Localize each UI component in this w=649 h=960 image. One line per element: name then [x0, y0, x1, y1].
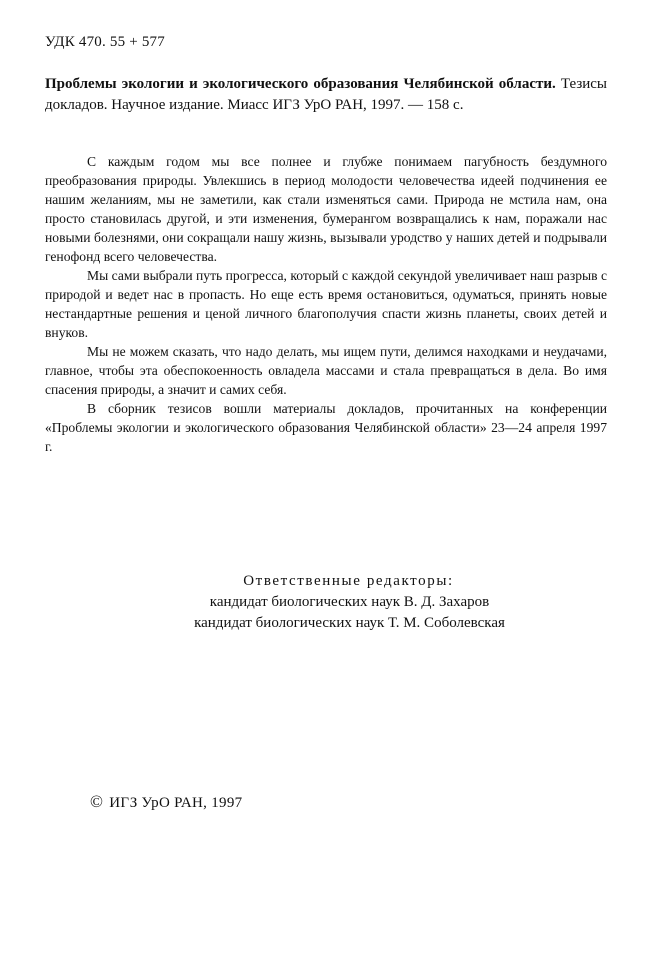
copyright-text: ИГЗ УрО РАН, 1997: [109, 795, 243, 811]
responsible-editors: [0, 571, 649, 634]
abstract-paragraph: В сборник тезисов вошли материалы докладов, прочитанных на конференции «Проблемы экологии и экологического образования Челябинской области» 23—24 апреля 1997 г.: [45, 401, 607, 454]
book-title: Проблемы экологии и экологического образования Челябинской области.: [45, 76, 556, 92]
copyright-notice: [90, 792, 242, 812]
abstract-text: [45, 152, 607, 456]
editor-line: кандидат биологических наук В. Д. Захаров: [209, 594, 490, 610]
editor-line: кандидат биологических наук Т. М. Соболевская: [194, 615, 505, 631]
abstract-paragraph: Мы сами выбрали путь прогресса, который с каждой секундой увеличивает наш разрыв с природой и ведет нас в пропасть. Но еще есть время остановиться, одуматься, принять новые нестандартные решения и ценой личного благополучия спасти жизнь планеты, своих детей и внуков.: [45, 268, 607, 340]
editors-heading: Ответственные редакторы:: [243, 573, 454, 589]
udk-code: УДК 470. 55 + 577: [45, 34, 165, 50]
bibliographic-description: [45, 74, 607, 116]
abstract-paragraph: С каждым годом мы все полнее и глубже понимаем пагубность бездумного преобразования природы. Увлекшись в период молодости человечества идеей подчинения ее нашим желаниям, мы не заметили, как стали изменяться сами. Природа не мстила нам, она просто становилась другой, и эти изменения, бумерангом возвращались к нам, поражали нас новыми болезнями, они сокращали нашу жизнь, вызывали уродство у наших детей и подрывали генофонд всего человечества.: [45, 154, 607, 264]
publication-details: Тезисы докладов. Научное издание. Миасс ИГЗ УрО РАН, 1997. — 158 с.: [45, 76, 608, 113]
abstract-paragraph: Мы не можем сказать, что надо делать, мы ищем пути, делимся находками и неудачами, главное, чтобы эта обеспокоенность овладела массами и стала превращаться в дела. Во имя спасения природы, а значит и самих себя.: [45, 344, 607, 397]
copyright-symbol: ©: [90, 792, 104, 811]
